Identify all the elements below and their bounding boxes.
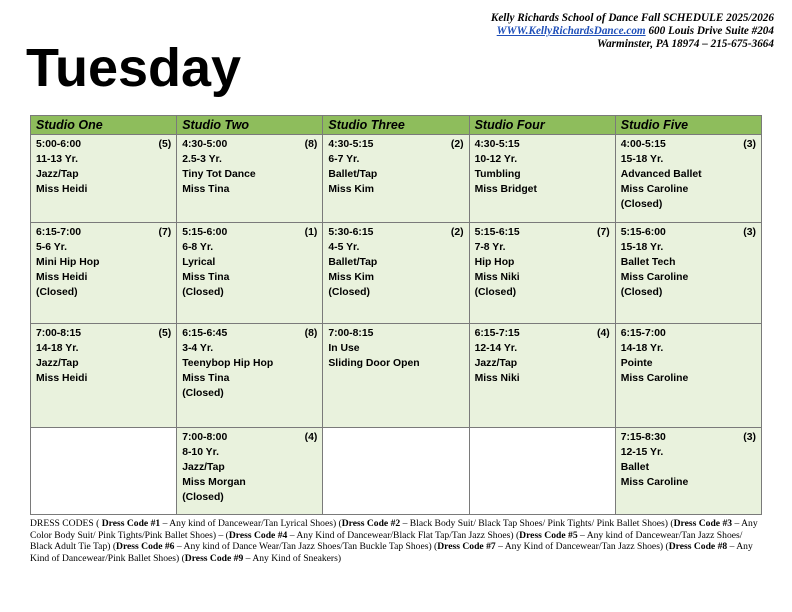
- class-slot: [177, 223, 323, 324]
- class-detail: 15-18 Yr.: [620, 242, 664, 253]
- class-time: 4:30-5:00: [182, 139, 228, 150]
- class-detail: (Closed): [474, 287, 517, 298]
- dress-code-description: – Any kind of Dance Wear/Tan Jazz Shoes/Tan Buckle Tap Shoes) (: [174, 541, 438, 553]
- class-time: 6:15-7:15: [474, 328, 520, 339]
- dress-code-label: Dress Code #2: [341, 518, 401, 529]
- class-slot: [323, 223, 469, 324]
- dress-code-number: (7): [597, 227, 610, 238]
- class-slot: [469, 135, 615, 223]
- class-detail: 14-18 Yr.: [36, 343, 79, 354]
- class-detail: Miss Bridget: [474, 184, 537, 195]
- class-detail: (Closed): [620, 199, 663, 210]
- class-time: 4:30-5:15: [328, 139, 374, 150]
- class-slot: [469, 324, 615, 428]
- class-detail: (Closed): [620, 287, 663, 298]
- city-phone-line: Warminster, PA 18974 – 215-675-3664: [596, 38, 774, 50]
- class-time: 5:30-6:15: [328, 227, 374, 238]
- dress-code-number: (4): [304, 432, 318, 443]
- class-time: 6:15-6:45: [182, 328, 228, 339]
- dress-code-label: Dress Code #5: [519, 529, 578, 541]
- class-time: 6:15-7:00: [36, 227, 82, 238]
- class-time: 5:15-6:00: [620, 227, 666, 238]
- class-time-line: [182, 326, 317, 341]
- class-time-line: [36, 326, 171, 341]
- class-detail: 11-13 Yr.: [36, 154, 78, 165]
- class-time: 5:00-6:00: [36, 139, 82, 150]
- class-detail: Lyrical: [182, 257, 216, 268]
- dress-code-description: – Any Color Body Suit/ Pink Tights/Pink Ballet Shoes) – (: [30, 518, 758, 541]
- class-time: 5:15-6:00: [182, 227, 228, 238]
- class-detail: 4-5 Yr.: [328, 242, 360, 253]
- class-detail: Miss Niki: [474, 272, 520, 283]
- class-time-line: [182, 430, 317, 445]
- dress-code-number: (7): [158, 227, 172, 238]
- class-detail: Teenybop Hip Hop: [182, 358, 274, 369]
- class-detail: Miss Heidi: [36, 373, 88, 384]
- class-detail: Hip Hop: [474, 257, 515, 268]
- class-time-line: [36, 137, 171, 152]
- school-name-line: Kelly Richards School of Dance Fall SCHEDULE 2025/2026: [490, 12, 774, 24]
- class-detail: Miss Kim: [328, 272, 374, 283]
- school-header: [491, 12, 774, 51]
- studio-header-1: Studio One: [31, 116, 177, 135]
- dress-codes-intro: DRESS CODES (: [30, 518, 100, 529]
- dress-code-number: (3): [743, 432, 756, 443]
- class-time-line: [475, 225, 610, 240]
- class-slot: [323, 324, 469, 428]
- class-detail: Miss Caroline: [620, 272, 689, 283]
- empty-class-slot: [31, 428, 177, 515]
- class-detail: Ballet/Tap: [328, 169, 378, 180]
- class-time: 7:00-8:00: [182, 432, 228, 443]
- studio-header-5: Studio Five: [615, 116, 761, 135]
- class-detail: Miss Tina: [182, 272, 230, 283]
- class-detail: Tumbling: [474, 169, 521, 180]
- schedule-row: [31, 428, 762, 515]
- class-time-line: [328, 137, 463, 152]
- class-time-line: [182, 137, 317, 152]
- studio-header-3: Studio Three: [323, 116, 469, 135]
- class-slot: [615, 135, 761, 223]
- class-slot: [323, 135, 469, 223]
- class-detail: Jazz/Tap: [474, 358, 518, 369]
- class-slot: [615, 324, 761, 428]
- studio-header-4: Studio Four: [469, 116, 615, 135]
- schedule-row: [31, 223, 762, 324]
- class-detail: Miss Heidi: [36, 184, 88, 195]
- class-slot: [177, 324, 323, 428]
- dress-code-label: Dress Code #7: [437, 541, 496, 553]
- class-detail: Ballet Tech: [620, 257, 676, 268]
- class-time-line: [621, 137, 756, 152]
- class-slot: [177, 428, 323, 515]
- schedule-row: [31, 135, 762, 223]
- class-time-line: [328, 225, 463, 240]
- class-time-line: [328, 326, 463, 341]
- class-detail: Miss Caroline: [620, 373, 689, 384]
- empty-class-slot: [323, 428, 469, 515]
- class-detail: 6-8 Yr.: [182, 242, 214, 253]
- dress-code-description: – Black Body Suit/ Black Tap Shoes/ Pink Tights/ Pink Ballet Shoes) (: [400, 518, 674, 529]
- class-detail: (Closed): [182, 388, 224, 399]
- class-detail: 5-6 Yr.: [36, 242, 68, 253]
- dress-code-label: Dress Code #3: [673, 518, 733, 529]
- class-time: 6:15-7:00: [620, 328, 666, 339]
- class-detail: 2.5-3 Yr.: [182, 154, 222, 165]
- class-detail: Ballet/Tap: [328, 257, 378, 268]
- dress-code-number: (3): [743, 227, 756, 238]
- dress-code-description: – Any Kind of Dancewear/Pink Ballet Shoes) (: [30, 541, 753, 564]
- schedule-table: [30, 115, 762, 515]
- class-detail: (Closed): [182, 287, 224, 298]
- empty-class-slot: [469, 428, 615, 515]
- class-detail: 6-7 Yr.: [328, 154, 360, 165]
- website-link[interactable]: WWW.KellyRichardsDance.com: [496, 25, 646, 37]
- class-time: 7:15-8:30: [620, 432, 666, 443]
- dress-code-number: (1): [304, 227, 318, 238]
- class-detail: 14-18 Yr.: [620, 343, 664, 354]
- dress-code-label: Dress Code #9: [184, 552, 244, 564]
- dress-code-description: – Any kind of Dancewear/Tan Lyrical Shoes) (: [160, 518, 342, 529]
- dress-code-description: – Any kind of Dancewear/Tan Jazz Shoes/ Black Adult Tie Tap) (: [30, 529, 743, 553]
- class-detail: (Closed): [36, 287, 78, 298]
- day-title: Tuesday: [26, 38, 242, 98]
- class-slot: [615, 223, 761, 324]
- street-address: 600 Louis Drive Suite #204: [648, 25, 774, 37]
- class-detail: Mini Hip Hop: [36, 257, 100, 268]
- class-detail: 12-15 Yr.: [620, 447, 664, 458]
- class-time: 7:00-8:15: [36, 328, 82, 339]
- class-detail: Miss Morgan: [182, 477, 246, 488]
- class-detail: Pointe: [620, 358, 653, 369]
- class-detail: 8-10 Yr.: [182, 447, 219, 458]
- dress-code-number: (5): [158, 328, 172, 339]
- class-detail: Miss Heidi: [36, 272, 88, 283]
- class-time-line: [621, 326, 756, 341]
- class-detail: Jazz/Tap: [182, 462, 225, 473]
- dress-code-number: (8): [304, 328, 318, 339]
- class-time: 4:00-5:15: [620, 139, 666, 150]
- class-detail: 12-14 Yr.: [474, 343, 518, 354]
- class-slot: [177, 135, 323, 223]
- class-detail: Miss Kim: [328, 184, 374, 195]
- class-slot: [31, 324, 177, 428]
- class-time-line: [621, 430, 756, 445]
- class-time-line: [475, 326, 610, 341]
- schedule-row: [31, 324, 762, 428]
- dress-code-number: (2): [450, 139, 464, 150]
- class-detail: Ballet: [620, 462, 650, 473]
- class-detail: 3-4 Yr.: [182, 343, 214, 354]
- class-time: 5:15-6:15: [474, 227, 520, 238]
- dress-code-description: – Any Kind of Sneakers): [243, 552, 342, 564]
- class-detail: Miss Niki: [474, 373, 520, 384]
- class-detail: In Use: [328, 343, 360, 354]
- class-detail: Sliding Door Open: [328, 358, 420, 369]
- class-time-line: [621, 225, 756, 240]
- dress-code-number: (8): [304, 139, 318, 150]
- class-time-line: [475, 137, 610, 152]
- dress-code-description: – Any Kind of Dancewear/Black Flat Tap/Tan Jazz Shoes) (: [287, 529, 520, 541]
- dress-codes: [30, 518, 763, 564]
- class-time-line: [182, 225, 317, 240]
- class-detail: Miss Caroline: [620, 184, 689, 195]
- class-detail: 15-18 Yr.: [620, 154, 664, 165]
- class-detail: Jazz/Tap: [36, 169, 79, 180]
- dress-code-label: Dress Code #1: [101, 518, 161, 529]
- class-detail: Miss Tina: [182, 184, 230, 195]
- dress-code-number: (5): [158, 139, 172, 150]
- class-detail: (Closed): [182, 492, 224, 503]
- dress-code-label: Dress Code #8: [668, 541, 728, 553]
- class-detail: Miss Tina: [182, 373, 230, 384]
- class-detail: (Closed): [328, 287, 370, 298]
- address-line: [491, 25, 774, 38]
- dress-code-number: (2): [450, 227, 464, 238]
- class-time: 7:00-8:15: [328, 328, 374, 339]
- studio-header-2: Studio Two: [177, 116, 323, 135]
- class-detail: 10-12 Yr.: [474, 154, 518, 165]
- class-time-line: [36, 225, 171, 240]
- dress-code-label: Dress Code #6: [116, 541, 175, 553]
- class-slot: [31, 135, 177, 223]
- class-detail: Advanced Ballet: [620, 169, 702, 180]
- dress-code-number: (3): [743, 139, 756, 150]
- dress-code-description: – Any Kind of Dancewear/Tan Jazz Shoes) (: [495, 541, 669, 553]
- class-detail: Jazz/Tap: [36, 358, 79, 369]
- class-detail: Tiny Tot Dance: [182, 169, 256, 180]
- class-detail: 7-8 Yr.: [474, 242, 506, 253]
- class-detail: Miss Caroline: [620, 477, 689, 488]
- studio-header-row: [31, 116, 762, 135]
- class-slot: [31, 223, 177, 324]
- class-slot: [469, 223, 615, 324]
- dress-code-number: (4): [597, 328, 610, 339]
- class-slot: [615, 428, 761, 515]
- dress-code-label: Dress Code #4: [228, 529, 288, 541]
- class-time: 4:30-5:15: [474, 139, 520, 150]
